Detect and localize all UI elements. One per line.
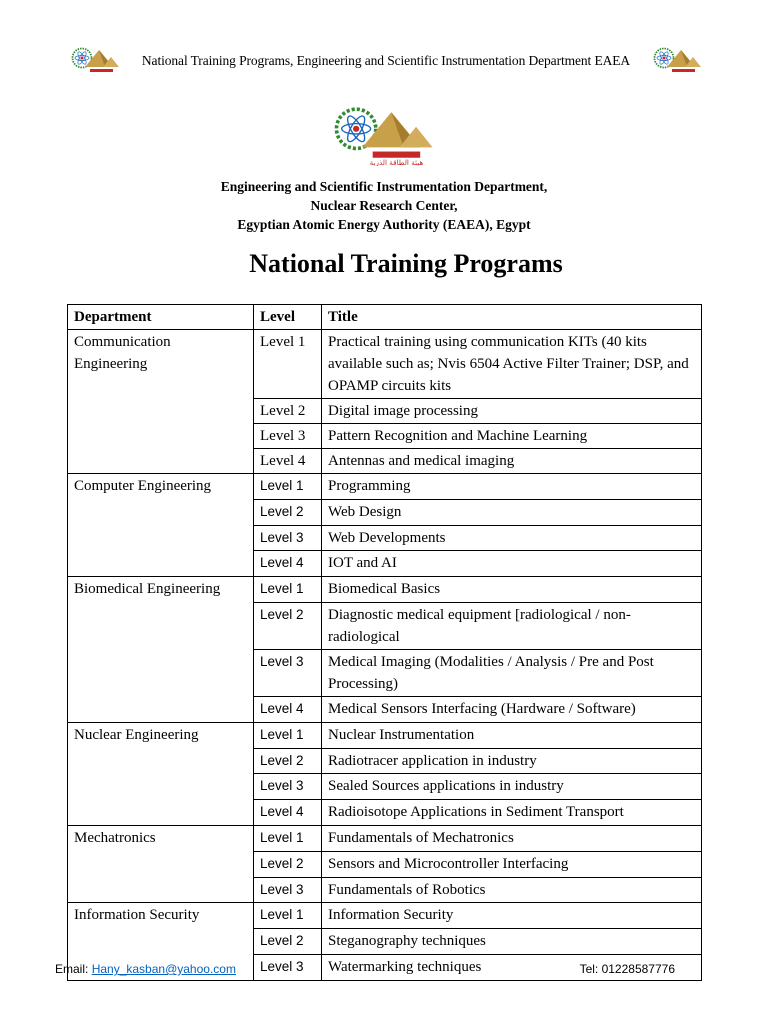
title-cell: Diagnostic medical equipment [radiological / non-radiological: [322, 602, 702, 649]
org-center: Nuclear Research Center,: [310, 198, 458, 213]
title-cell: Practical training using communication KITs (40 kits available such as; Nvis 6504 Active Filter Trainer; DSP, and OPAMP circuits kits: [322, 330, 702, 399]
title-cell: IOT and AI: [322, 551, 702, 577]
table-row: [68, 903, 702, 929]
header-text: National Training Programs, Engineering and Scientific Instrumentation Department EAEA: [141, 53, 631, 68]
email-label: Email:: [55, 962, 89, 976]
title-cell: Fundamentals of Mechatronics: [322, 825, 702, 851]
title-cell: Web Design: [322, 499, 702, 525]
title-cell: Information Security: [322, 903, 702, 929]
level-cell: Level 4: [254, 800, 322, 826]
title-cell: Radioisotope Applications in Sediment Transport: [322, 800, 702, 826]
level-cell: Level 3: [254, 649, 322, 696]
level-cell: Level 1: [254, 722, 322, 748]
table-row: [68, 722, 702, 748]
department-cell: Nuclear Engineering: [68, 722, 254, 825]
eaea-logo-main: [330, 104, 436, 166]
department-cell: Communication Engineering: [68, 330, 254, 474]
title-cell: Web Developments: [322, 525, 702, 551]
table-row: [68, 825, 702, 851]
header-title: Title: [322, 305, 702, 330]
header-level: Level: [254, 305, 322, 330]
level-cell: Level 2: [254, 602, 322, 649]
level-cell: Level 3: [254, 424, 322, 449]
title-cell: Sealed Sources applications in industry: [322, 774, 702, 800]
organization-block: [0, 177, 768, 234]
department-cell: Information Security: [68, 903, 254, 980]
title-cell: Medical Sensors Interfacing (Hardware / Software): [322, 696, 702, 722]
level-cell: Level 1: [254, 474, 322, 500]
level-cell: Level 2: [254, 499, 322, 525]
level-cell: Level 4: [254, 551, 322, 577]
telephone: Tel: 01228587776: [579, 962, 675, 976]
level-cell: Level 2: [254, 748, 322, 774]
title-cell: Pattern Recognition and Machine Learning: [322, 424, 702, 449]
level-cell: Level 4: [254, 696, 322, 722]
email-block: [55, 962, 236, 976]
title-cell: Sensors and Microcontroller Interfacing: [322, 851, 702, 877]
title-cell: Fundamentals of Robotics: [322, 877, 702, 903]
department-cell: Biomedical Engineering: [68, 577, 254, 723]
level-cell: Level 2: [254, 851, 322, 877]
page-footer: [55, 962, 675, 980]
org-authority: Egyptian Atomic Energy Authority (EAEA), Egypt: [237, 217, 531, 232]
title-cell: Radiotracer application in industry: [322, 748, 702, 774]
title-cell: Digital image processing: [322, 399, 702, 424]
table-row: [68, 474, 702, 500]
eaea-logo-left: [70, 44, 120, 78]
title-cell: Antennas and medical imaging: [322, 449, 702, 474]
header-department: Department: [68, 305, 254, 330]
org-department: Engineering and Scientific Instrumentation Department,: [220, 179, 548, 194]
level-cell: Level 1: [254, 903, 322, 929]
eaea-logo-right: [652, 44, 702, 78]
level-cell: Level 1: [254, 577, 322, 603]
level-cell: Level 3: [254, 774, 322, 800]
page-title: National Training Programs: [249, 249, 563, 278]
table-header-row: [68, 305, 702, 330]
level-cell: Level 1: [254, 330, 322, 399]
department-cell: Computer Engineering: [68, 474, 254, 577]
table-row: [68, 330, 702, 399]
title-cell: Steganography techniques: [322, 929, 702, 955]
department-cell: Mechatronics: [68, 825, 254, 902]
level-cell: Level 3: [254, 877, 322, 903]
table-body: [68, 330, 702, 981]
logo-arabic-text: هيئة الطاقة الذرية: [369, 157, 424, 166]
title-cell: Biomedical Basics: [322, 577, 702, 603]
programs-table: [67, 304, 702, 981]
title-cell: Watermarking techniques: [322, 954, 702, 980]
title-cell: Programming: [322, 474, 702, 500]
level-cell: Level 2: [254, 399, 322, 424]
email-link[interactable]: Hany_kasban@yahoo.com: [91, 962, 236, 976]
level-cell: Level 2: [254, 929, 322, 955]
level-cell: Level 3: [254, 525, 322, 551]
page-header: [70, 44, 702, 78]
table-row: [68, 577, 702, 603]
level-cell: Level 1: [254, 825, 322, 851]
level-cell: Level 3: [254, 954, 322, 980]
title-cell: Nuclear Instrumentation: [322, 722, 702, 748]
title-cell: Medical Imaging (Modalities / Analysis / Pre and Post Processing): [322, 649, 702, 696]
level-cell: Level 4: [254, 449, 322, 474]
